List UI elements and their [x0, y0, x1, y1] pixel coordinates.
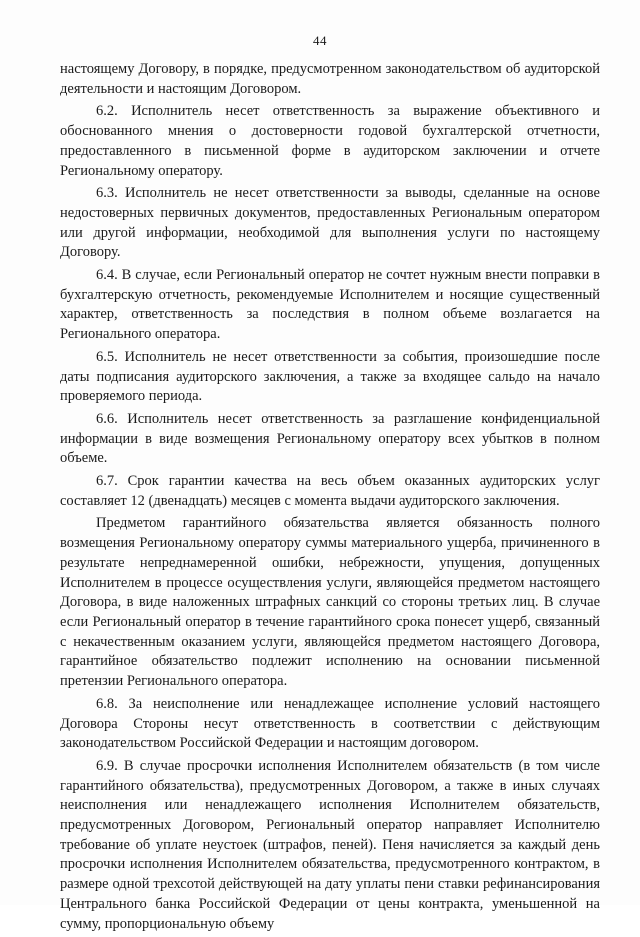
paragraph-continuation: настоящему Договору, в порядке, предусмотренном законодательством об аудиторской деятельности и настоящим Договором.	[60, 61, 600, 97]
paragraph-6-4: 6.4. В случае, если Региональный оператор не сочтет нужным внести поправки в бухгалтерскую отчетность, рекомендуемые Исполнителем и носящие существенный характер, ответственность за последствия в полном объеме возлагается на Регионального оператора.	[60, 267, 600, 343]
paragraph-6-5: 6.5. Исполнитель не несет ответственности за события, произошедшие после даты подписания аудиторского заключения, а также за входящее сальдо на начало проверяемого периода.	[60, 348, 600, 405]
document-body	[60, 60, 600, 937]
paragraph-6-3: 6.3. Исполнитель не несет ответственности за выводы, сделанные на основе недостоверных первичных документов, предоставленных Региональным оператором или другой информации, необходимой для выполнения услуги по настоящему Договору.	[60, 185, 600, 261]
paragraph-6-6: 6.6. Исполнитель несет ответственность за разглашение конфиденциальной информации в виде возмещения Региональному оператору всех убытков в полном объеме.	[60, 410, 600, 467]
paragraph-6-7: 6.7. Срок гарантии качества на весь объем оказанных аудиторских услуг составляет 12 (двенадцать) месяцев с момента выдачи аудиторского заключения.	[60, 473, 600, 509]
paragraph-6-9: 6.9. В случае просрочки исполнения Исполнителем обязательств (в том числе гарантийного обязательства), предусмотренных Договором, а также в иных случаях неисполнения или ненадлежащего исполнения Исполнителем обязательств, предусмотренных Договором, Региональный оператор направляет Исполнителю требование об уплате неустоек (штрафов, пеней). Пеня начисляется за каждый день просрочки исполнения Исполнителем обязательства, предусмотренного контрактом, в размере одной трехсотой действующей на дату уплаты пени ставки рефинансирования Центрального банка Российской Федерации от цены контракта, уменьшенной на сумму, пропорциональную объему	[60, 757, 600, 932]
paragraph-6-2: 6.2. Исполнитель несет ответственность за выражение объективного и обоснованного мнения о достоверности годовой бухгалтерской отчетности, предоставленного в письменной форме в аудиторском заключении и отчете Региональному оператору.	[60, 103, 600, 179]
paragraph-6-8: 6.8. За неисполнение или ненадлежащее исполнение условий настоящего Договора Стороны несут ответственность в соответствии с действующим законодательством Российской Федерации и настоящим договором.	[60, 695, 600, 752]
paragraph-warranty-subject: Предметом гарантийного обязательства является обязанность полного возмещения Региональному оператору суммы материального ущерба, причиненного в результате непреднамеренной ошибки, небрежности, упущения, допущенных Исполнителем в процессе осуществления услуги, являющейся предметом настоящего Договора, в виде наложенных штрафных санкций со стороны третьих лиц. В случае если Региональный оператор в течение гарантийного срока понесет ущерб, связанный с некачественным оказанием услуги, являющейся предметом настоящего Договора, гарантийное обязательство подлежит исполнению на основании письменной претензии Регионального оператора.	[60, 515, 600, 690]
page-number: 44	[313, 33, 327, 48]
